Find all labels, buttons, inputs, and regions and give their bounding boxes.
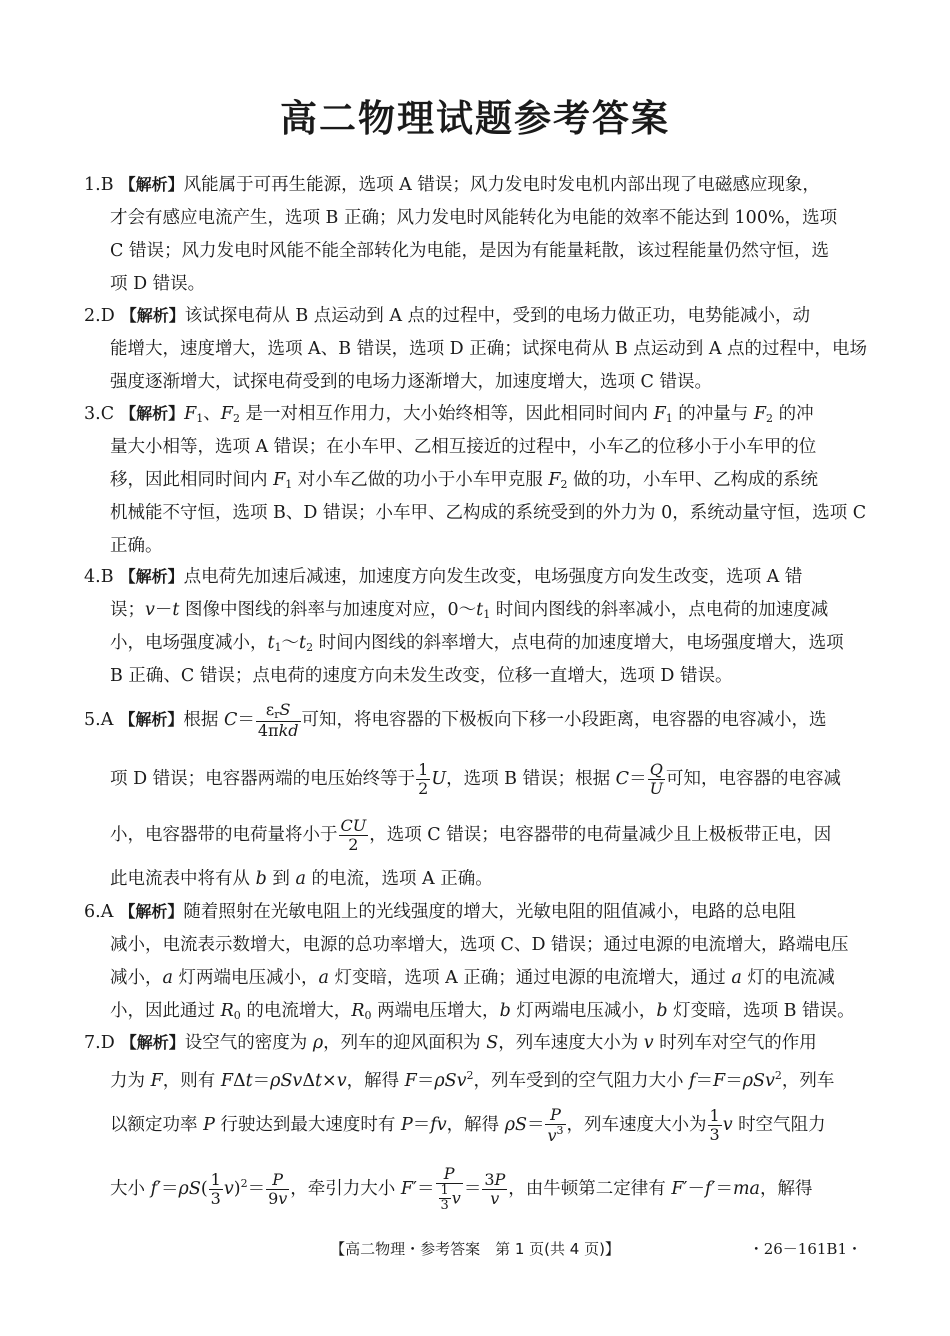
explanation-line: 强度逐渐增大，试探电荷受到的电场力逐渐增大，加速度增大，选项 C 错误。 <box>110 372 713 392</box>
analysis-tag: 【 解析 】 <box>121 306 185 325</box>
explanation-line: 小，因此通过 $R_0$ 的电流增大，$R_0$ 两端电压增大，b 灯两端电压减小，b 灯变暗，选项 B 错误。 <box>110 1001 855 1022</box>
explanation-line: 力为 F，则有 FΔt＝ρSvΔt×v，解得 F＝ρSv$^2$，列车受到的空气阻力大小 f＝F＝ρSv$^2$，列车 <box>110 1069 835 1091</box>
item-number: 2. <box>84 306 101 326</box>
explanation-line: 移，因此相同时间内 $F_1$ 对小车乙做的功小于小车甲克服 $F_2$ 做的功，小车甲、乙构成的系统 <box>110 470 819 491</box>
formula: 根据 C＝ $\frac{\varepsilon_rS}{\text{4πkd}}$ <box>183 700 299 741</box>
item-number: 1. <box>84 175 101 195</box>
explanation-line: 随着照射在光敏电阻上的光线强度的增大，光敏电阻的阻值减小，电路的总电阻 <box>183 902 796 922</box>
analysis-tag: 【 解析 】 <box>121 1033 185 1052</box>
explanation-line: ，选项 C 错误；电容器带的电荷量减少且上极板带正电，因 <box>369 825 832 845</box>
item-number: 7. <box>84 1033 101 1053</box>
analysis-tag: 【 解析 】 <box>119 710 183 729</box>
explanation-line: 点电荷先加速后减速，加速度方向发生改变，电场强度方向发生改变，选项 A 错 <box>183 567 803 587</box>
answer-choice: A <box>100 902 114 922</box>
answer-choice: C <box>100 404 115 424</box>
answer-choice: D <box>100 306 115 326</box>
explanation-line: 大小 f′＝ρS( $\frac{1}{3}$ v)$^2$＝ $\frac{P}{9v}$ ，牵引力大小 F′＝ P $\frac{1}{3}$ v ＝ $\frac{3P}{v}$ ，由牛顿第二定律有 F′－f′＝ma，解得 <box>110 1164 813 1214</box>
explanation-line: 小，电容器带的电荷量将小于 <box>110 825 338 845</box>
explanation-line: 此电流表中将有从 <box>110 869 250 889</box>
footer-code: ・26－161B1・ <box>748 1240 862 1258</box>
explanation-line: 量大小相等，选项 A 错误；在小车甲、乙相互接近的过程中，小车乙的位移小于小车甲的位 <box>110 437 817 457</box>
explanation-line: 项 D 错误。 <box>110 274 206 294</box>
analysis-tag: 【 解析 】 <box>119 902 183 921</box>
explanation-line: 小，电场强度减小，$t_1\sim t_2$ 时间内图线的斜率增大，点电荷的加速度增大，电场强度增大，选项 <box>110 633 844 654</box>
explanation-line: 设空气的密度为 ρ，列车的迎风面积为 S，列车速度大小为 v 时列车对空气的作用 <box>184 1033 817 1053</box>
answer-choice: A <box>100 710 114 730</box>
item-number: 6. <box>84 902 101 922</box>
page-title: 高二物理试题参考答案 <box>280 97 670 140</box>
fraction-q-over-u: $\frac{Q}{U}$ <box>649 760 664 798</box>
answer-choice: B <box>100 175 114 195</box>
explanation-line: B 正确、C 错误；点电荷的速度方向未发生改变，位移一直增大，选项 D 错误。 <box>110 666 733 686</box>
analysis-tag: 【 解析 】 <box>120 567 184 586</box>
explanation-line: 减小，a 灯两端电压减小，a 灯变暗，选项 A 正确；通过电源的电流增大，通过 a 灯的电流减 <box>110 968 835 988</box>
fraction-cu-over-2: $\frac{CU}{2}$ <box>340 816 367 854</box>
item-number: 5. <box>84 710 101 730</box>
explanation-line: 项 D 错误；电容器两端的电压始终等于 <box>110 769 416 789</box>
explanation-line: 可知，将电容器的下极板向下移一小段距离，电容器的电容减小，选 <box>301 710 827 730</box>
explanation-line: 减小，电流表示数增大，电源的总功率增大，选项 C、D 错误；通过电源的电流增大，路端电压 <box>110 935 849 955</box>
analysis-tag: 【 解析 】 <box>120 404 184 423</box>
explanation-line: $F_1$、$F_2$ 是一对相互作用力，大小始终相等，因此相同时间内 $F_1$ 的冲量与 $F_2$ 的冲 <box>184 404 814 425</box>
explanation-line: 以额定功率 P 行驶达到最大速度时有 P＝fv，解得 ρS＝ $\frac{P}{v^3}$ ，列车速度大小为 $\frac{1}{3}$ v 时空气阻力 <box>110 1105 826 1145</box>
footer-page-info: 【高二物理・参考答案 第 1 页(共 4 页)】 <box>330 1240 620 1258</box>
explanation-line: 的电流，选项 A 正确。 <box>311 869 493 889</box>
explanation-line: ，选项 B 错误；根据 <box>446 769 611 789</box>
explanation-line: 能增大，速度增大，选项 A、B 错误，选项 D 正确；试探电荷从 B 点运动到 A 点的过程中，电场 <box>110 339 868 359</box>
explanation-line: 该试探电荷从 B 点运动到 A 点的过程中，受到的电场力做正功，电势能减小，动 <box>184 306 811 326</box>
item-number: 4. <box>84 567 101 587</box>
fraction-half: $\frac{1}{2}$ <box>418 760 429 798</box>
explanation-line: 误；v－t 图像中图线的斜率与加速度对应，$0\sim t_1$ 时间内图线的斜率减小，点电荷的加速度减 <box>110 600 829 621</box>
explanation-line: 机械能不守恒，选项 B、D 错误；小车甲、乙构成的系统受到的外力为 0，系统动量守恒，选项 C <box>110 503 867 523</box>
answer-choice: D <box>100 1033 115 1053</box>
explanation-line: 正确。 <box>110 536 163 556</box>
explanation-line: 可知，电容器的电容减 <box>666 769 842 789</box>
item-number: 3. <box>84 404 101 424</box>
answer-choice: B <box>100 567 114 587</box>
explanation-line: C 错误；风力发电时风能不能全部转化为电能，是因为有能量耗散，该过程能量仍然守恒，选 <box>110 241 829 261</box>
explanation-line: 才会有感应电流产生，选项 B 正确；风力发电时风能转化为电能的效率不能达到 100%，选项 <box>110 208 838 228</box>
analysis-tag: 【 解析 】 <box>120 175 184 194</box>
explanation-line: 风能属于可再生能源，选项 A 错误；风力发电时发电机内部出现了电磁感应现象， <box>183 175 820 195</box>
